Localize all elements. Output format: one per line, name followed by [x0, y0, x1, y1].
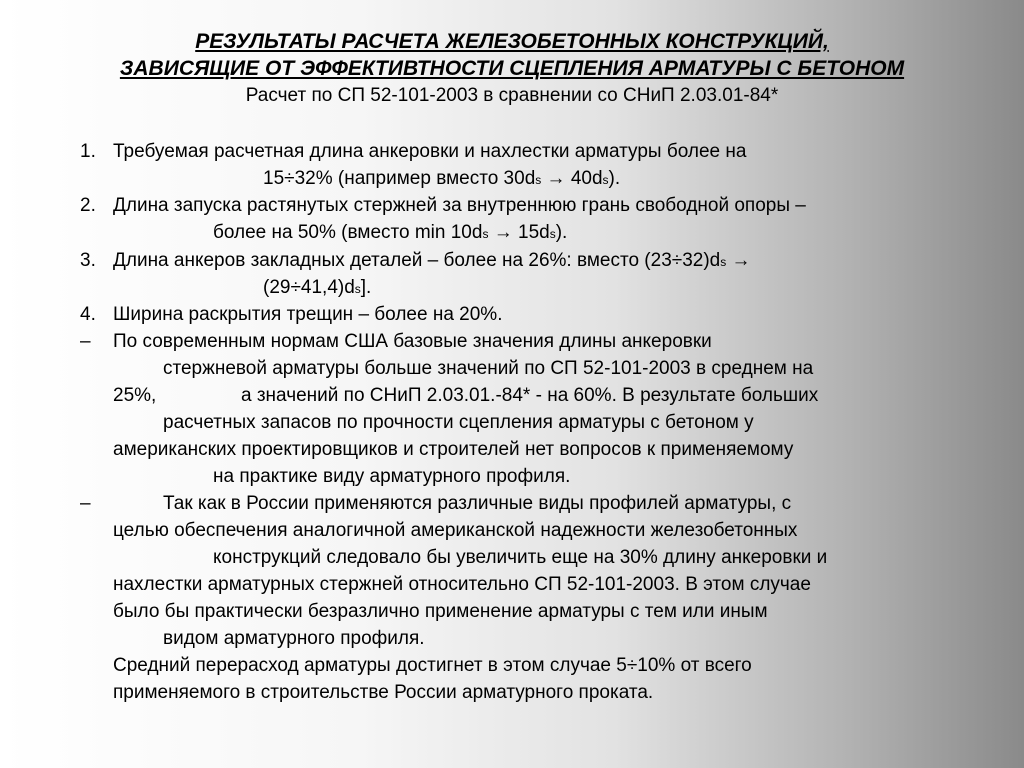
list-item-6-line-8: применяемого в строительстве России арматурного проката. [113, 682, 654, 703]
divide-icon: ÷ [626, 655, 638, 676]
list-item-5-line-6: на практике виду арматурного профиля. [213, 466, 571, 487]
list-marker-1: 1. [80, 141, 96, 162]
divide-icon: ÷ [284, 168, 295, 189]
list-marker-3: 3. [80, 250, 96, 271]
list-item-5-line-1: По современным нормам США базовые значения длины анкеровки [113, 331, 712, 352]
list-item-3-line-1: Длина анкеров закладных деталей – более на 26%: вместо (23÷32)ds → [113, 250, 751, 271]
slide-title-line-2: ЗАВИСЯЩИЕ ОТ ЭФФЕКТИВТНОСТИ СЦЕПЛЕНИЯ АРМАТУРЫ С БЕТОНОМ [119, 57, 905, 80]
list-item-6-line-7: Средний перерасход арматуры достигнет в этом случае 5÷10% от всего [113, 655, 752, 676]
list-marker-dash-2: – [80, 493, 91, 514]
divide-icon: ÷ [290, 277, 301, 298]
list-marker-dash-1: – [80, 331, 91, 352]
list-item-5-line-2: стержневой арматуры больше значений по СП 52-101-2003 в среднем на [163, 358, 814, 379]
list-item-1-line-1: Требуемая расчетная длина анкеровки и нахлестки арматуры более на [113, 141, 747, 162]
list-item-6-line-3: конструкций следовало бы увеличить еще на 30% длину анкеровки и [213, 547, 828, 568]
list-item-1-line-2: 15÷32% (например вместо 30ds → 40ds). [263, 168, 621, 189]
list-item-6-line-2: целью обеспечения аналогичной американской надежности железобетонных [113, 520, 798, 541]
divide-icon: ÷ [671, 250, 683, 271]
slide-subtitle: Расчет по СП 52-101-2003 в сравнении со СНиП 2.03.01-84* [245, 85, 779, 106]
list-item-6-line-6: видом арматурного профиля. [163, 628, 425, 649]
slide-title-line-1: РЕЗУЛЬТАТЫ РАСЧЕТА ЖЕЛЕЗОБЕТОННЫХ КОНСТРУКЦИЙ, [195, 30, 829, 53]
list-item-5-line-5: американских проектировщиков и строителей нет вопросов к применяемому [113, 439, 794, 460]
list-item-2-line-2: более на 50% (вместо min 10ds → 15ds). [213, 222, 568, 243]
list-marker-2: 2. [80, 195, 96, 216]
list-item-4-line-1: Ширина раскрытия трещин – более на 20%. [113, 304, 503, 325]
list-item-2-line-1: Длина запуска растянутых стержней за внутреннюю грань свободной опоры – [113, 195, 806, 216]
list-item-5-pct: 25%, [113, 385, 157, 406]
list-item-3-line-2: (29÷41,4)ds]. [263, 277, 372, 298]
list-item-5-line-3: а значений по СНиП 2.03.01.-84* - на 60%. В результате больших [241, 385, 819, 406]
list-item-6-line-5: было бы практически безразлично применение арматуры с тем или иным [113, 601, 768, 622]
list-marker-4: 4. [80, 304, 96, 325]
list-item-6-line-4: нахлестки арматурных стержней относительно СП 52-101-2003. В этом случае [113, 574, 811, 595]
list-item-6-line-1: Так как в России применяются различные виды профилей арматуры, с [163, 493, 792, 514]
list-item-5-line-4: расчетных запасов по прочности сцепления арматуры с бетоном у [163, 412, 754, 433]
